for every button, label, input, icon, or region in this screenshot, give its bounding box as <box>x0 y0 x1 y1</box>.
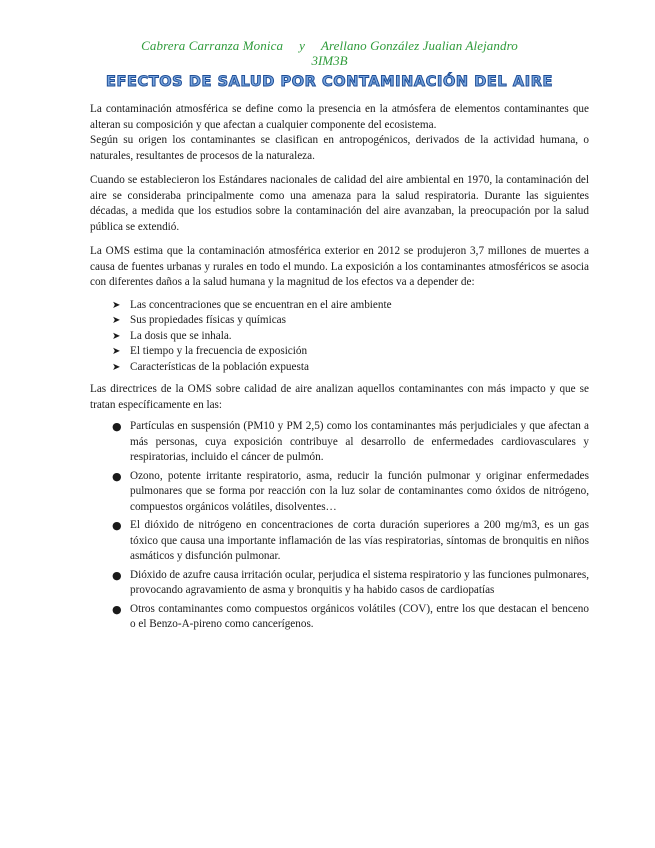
dot-bullet-icon: ● <box>112 602 122 616</box>
list-item: ● El dióxido de nitrógeno en concentraciones de corta duración superiores a 200 mg/m3, es un gas tóxico que causa una importante inflamación de las vías respiratorias, síntomas de bronquitis en niños asmáticos y disfunción pulmonar. <box>112 519 589 562</box>
arrow-bullet-icon: ➤ <box>112 299 121 311</box>
dot-bullet-icon: ● <box>112 420 122 433</box>
paragraph-oms-guidelines: Las directrices de la OMS sobre calidad de aire analizan aquellos contaminantes con más impacto y que se tratan específicamente en las: <box>90 383 589 411</box>
list-item: ➤ Sus propiedades físicas y químicas <box>112 313 589 329</box>
pollutants-list <box>90 419 589 633</box>
list-item: ● Partículas en suspensión (PM10 y PM 2,5) como los contaminantes más perjudiciales y que afectan a más personas, cuya exposición contribuye al desarrollo de enfermedades cardiovasculares y respiratorias, incluido el cáncer de pulmón. <box>112 420 589 463</box>
list-item: ➤ Características de la población expuesta <box>112 360 589 376</box>
dot-bullet-icon: ● <box>112 469 122 483</box>
paragraph-history: Cuando se establecieron los Estándares nacionales de calidad del aire ambiental en 1970, la contaminación del aire se consideraba principalmente como una amenaza para la salud respiratoria. Durante las siguientes décadas, a medida que los estudios sobre la contaminación del aire avanzaban, la preocupación por la salud pública se extendió. <box>90 174 589 233</box>
arrow-bullet-icon: ➤ <box>112 346 121 357</box>
dot-bullet-icon: ● <box>112 568 122 582</box>
list-item: ● Ozono, potente irritante respiratorio, asma, reducir la función pulmonar y originar enfermedades pulmonares que se forma por reacción con la luz solar de contaminantes como óxidos de nitrógeno, compuestos orgánicos volátiles, disolventes… <box>112 469 589 513</box>
document-title: EFECTOS DE SALUD POR CONTAMINACIÓN DEL AIRE <box>105 74 553 90</box>
author-connector: y <box>299 38 305 53</box>
arrow-bullet-icon: ➤ <box>112 330 121 342</box>
paragraph-definition: La contaminación atmosférica se define como la presencia en la atmósfera de elementos contaminantes que alteran su composición y que afectan a cualquier componente del ecosistema. <box>90 103 589 131</box>
author-2: Arellano González Jualian Alejandro <box>320 38 518 53</box>
authors-line <box>70 38 589 53</box>
arrow-bullet-icon: ➤ <box>112 361 121 373</box>
group-code: 3IM3B <box>311 53 348 68</box>
list-item: ➤ El tiempo y la frecuencia de exposición <box>112 344 589 360</box>
arrow-bullet-icon: ➤ <box>112 315 121 326</box>
list-item: ➤ Las concentraciones que se encuentran en el aire ambiente <box>112 298 589 314</box>
list-item: ➤ La dosis que se inhala. <box>112 329 589 345</box>
list-item: ● Otros contaminantes como compuestos orgánicos volátiles (COV), entre los que destacan el benceno o el Benzo-A-pireno como cancerígenos. <box>112 602 589 630</box>
paragraph-oms-estimate: La OMS estima que la contaminación atmosférica exterior en 2012 se produjeron 3,7 millones de muertes a causa de fuentes urbanas y rurales en todo el mundo. La exposición a los contaminantes atmosféricos se asocia con diferentes daños a la salud humana y la magnitud de los efectos va a depender de: <box>90 245 589 288</box>
paragraph-origin: Según su origen los contaminantes se clasifican en antropogénicos, derivados de la actividad humana, o naturales, resultantes de procesos de la naturaleza. <box>90 134 589 162</box>
author-1: Cabrera Carranza Monica <box>141 38 284 53</box>
dot-bullet-icon: ● <box>112 519 122 532</box>
list-item: ● Dióxido de azufre causa irritación ocular, perjudica el sistema respiratorio y las funciones pulmonares, provocando agravamiento de asma y bronquitis y ha habido casos de cardiopatías <box>112 568 590 596</box>
factors-list <box>90 298 589 376</box>
